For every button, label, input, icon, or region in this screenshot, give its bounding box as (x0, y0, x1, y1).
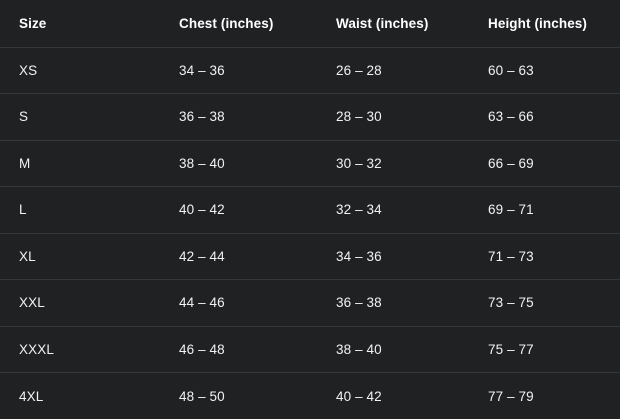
cell-size: 4XL (0, 373, 160, 419)
cell-height: 71 – 73 (469, 233, 620, 280)
cell-chest: 40 – 42 (160, 187, 317, 234)
cell-waist: 32 – 34 (317, 187, 469, 234)
cell-height: 60 – 63 (469, 47, 620, 94)
table-row (0, 187, 620, 234)
table-row (0, 233, 620, 280)
cell-chest: 38 – 40 (160, 140, 317, 187)
column-header-size: Size (0, 0, 160, 47)
cell-chest: 42 – 44 (160, 233, 317, 280)
cell-chest: 46 – 48 (160, 326, 317, 373)
cell-size: XXXL (0, 326, 160, 373)
cell-height: 69 – 71 (469, 187, 620, 234)
cell-height: 63 – 66 (469, 94, 620, 141)
table-row (0, 326, 620, 373)
cell-size: S (0, 94, 160, 141)
cell-size: XXL (0, 280, 160, 327)
table-row (0, 140, 620, 187)
column-header-waist: Waist (inches) (317, 0, 469, 47)
cell-waist: 26 – 28 (317, 47, 469, 94)
cell-waist: 30 – 32 (317, 140, 469, 187)
cell-size: XS (0, 47, 160, 94)
table-row (0, 280, 620, 327)
cell-waist: 34 – 36 (317, 233, 469, 280)
cell-height: 75 – 77 (469, 326, 620, 373)
table-header-row (0, 0, 620, 47)
cell-height: 66 – 69 (469, 140, 620, 187)
cell-size: M (0, 140, 160, 187)
cell-waist: 36 – 38 (317, 280, 469, 327)
cell-waist: 40 – 42 (317, 373, 469, 419)
cell-waist: 28 – 30 (317, 94, 469, 141)
cell-waist: 38 – 40 (317, 326, 469, 373)
table-body (0, 47, 620, 419)
table-row (0, 47, 620, 94)
cell-size: L (0, 187, 160, 234)
cell-height: 73 – 75 (469, 280, 620, 327)
cell-chest: 48 – 50 (160, 373, 317, 419)
table-header (0, 0, 620, 47)
cell-chest: 34 – 36 (160, 47, 317, 94)
cell-size: XL (0, 233, 160, 280)
table-row (0, 94, 620, 141)
column-header-chest: Chest (inches) (160, 0, 317, 47)
cell-chest: 44 – 46 (160, 280, 317, 327)
column-header-height: Height (inches) (469, 0, 620, 47)
table-row (0, 373, 620, 419)
cell-chest: 36 – 38 (160, 94, 317, 141)
cell-height: 77 – 79 (469, 373, 620, 419)
